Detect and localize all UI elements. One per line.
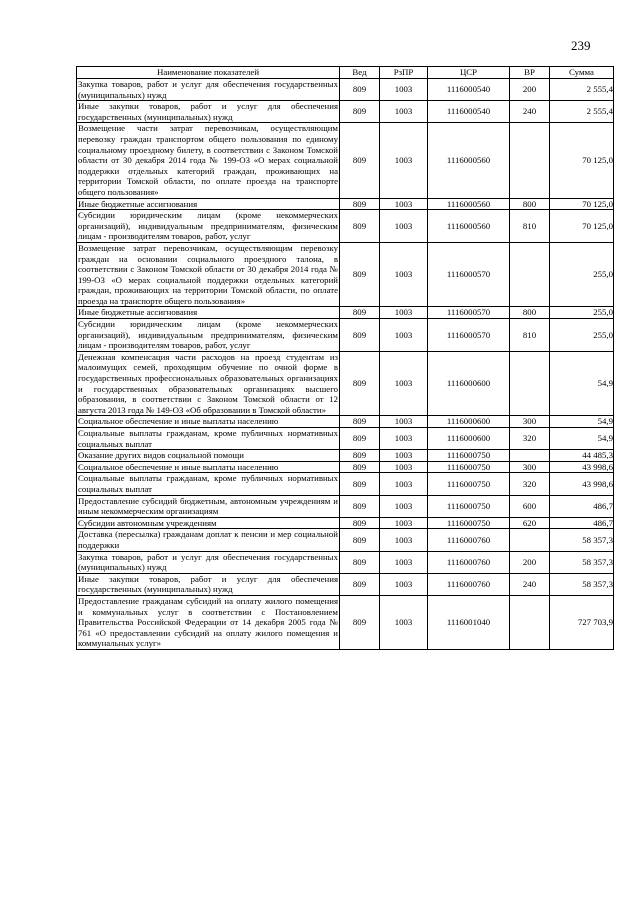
cell-vr	[510, 242, 550, 307]
budget-table	[76, 66, 614, 650]
cell-vr: 200	[510, 79, 550, 101]
cell-name: Иные бюджетные ассигнования	[77, 307, 340, 319]
cell-csr: 1116000750	[428, 495, 510, 517]
cell-sum: 58 357,3	[550, 529, 614, 551]
cell-ved: 809	[340, 198, 380, 210]
column-header-ved: Вед	[340, 67, 380, 79]
table-row	[77, 351, 614, 416]
cell-sum: 727 703,9	[550, 595, 614, 649]
cell-name: Субсидии юридическим лицам (кроме некоммерческих организаций), индивидуальным предпринимателям, физическим лицам - производителям товаров, работ, услуг	[78, 319, 338, 351]
cell-vr: 320	[510, 473, 550, 495]
cell-csr: 1116000760	[428, 551, 510, 573]
table-row	[77, 495, 614, 517]
cell-rzpr: 1003	[380, 319, 428, 352]
cell-vr: 300	[510, 416, 550, 428]
cell-csr: 1116000600	[428, 351, 510, 416]
cell-sum: 2 555,4	[550, 101, 614, 123]
cell-csr: 1116000570	[428, 307, 510, 319]
table-row	[77, 79, 614, 101]
cell-name: Денежная компенсация части расходов на проезд студентам из малоимущих семей, проходящим обучение по очной форме в государственных профессиональных образовательных организациях и государственных образовательных организациях высшего образования, в соответствии с Законом Томской области от 12 августа 2013 года № 149-ОЗ «Об образовании в Томской области»	[78, 351, 338, 415]
cell-rzpr: 1003	[380, 307, 428, 319]
cell-name: Возмещение затрат перевозчикам, осуществляющим перевозку граждан на основании социального проездного талона, в соответствии с Законом Томской области от 30 декабря 2014 года № 199-ОЗ «О мерах социальной поддержки отдельных категорий граждан, проживающих на территории Томской области, по оплате проезда на транспорте общего пользования»	[78, 242, 338, 306]
table-row	[77, 319, 614, 352]
cell-name: Субсидии юридическим лицам (кроме некоммерческих организаций), индивидуальным предпринимателям, физическим лицам - производителям товаров, работ, услуг	[78, 210, 338, 242]
cell-vr: 300	[510, 461, 550, 473]
table-row	[77, 529, 614, 551]
cell-rzpr: 1003	[380, 551, 428, 573]
cell-csr: 1116000750	[428, 517, 510, 529]
cell-rzpr: 1003	[380, 428, 428, 450]
cell-name: Предоставление гражданам субсидий на оплату жилого помещения и коммунальных услуг в соответствии с Постановлением Правительства Российской Федерации от 14 декабря 2005 года № 761 «О предоставлении субсидий на оплату жилого помещения и коммунальных услуг»	[78, 595, 338, 649]
table-row	[77, 307, 614, 319]
cell-ved: 809	[340, 79, 380, 101]
cell-sum: 70 125,0	[550, 210, 614, 243]
cell-name: Оказание других видов социальной помощи	[77, 450, 340, 462]
cell-sum: 70 125,0	[550, 198, 614, 210]
cell-sum: 486,7	[550, 495, 614, 517]
cell-vr: 620	[510, 517, 550, 529]
cell-csr: 1116001040	[428, 595, 510, 649]
cell-name: Доставка (пересылка) гражданам доплат к пенсии и мер социальной поддержки	[78, 529, 338, 550]
cell-sum: 58 357,3	[550, 551, 614, 573]
cell-rzpr: 1003	[380, 473, 428, 495]
cell-sum: 70 125,0	[550, 123, 614, 198]
cell-rzpr: 1003	[380, 242, 428, 307]
cell-ved: 809	[340, 573, 380, 595]
cell-name: Закупка товаров, работ и услуг для обеспечения государственных (муниципальных) нужд	[78, 79, 338, 100]
cell-ved: 809	[340, 529, 380, 551]
cell-ved: 809	[340, 428, 380, 450]
cell-name: Социальные выплаты гражданам, кроме публичных нормативных социальных выплат	[78, 473, 338, 494]
table-row	[77, 461, 614, 473]
cell-rzpr: 1003	[380, 416, 428, 428]
cell-rzpr: 1003	[380, 198, 428, 210]
cell-csr: 1116000560	[428, 198, 510, 210]
table-row	[77, 517, 614, 529]
cell-sum: 54,9	[550, 416, 614, 428]
cell-csr: 1116000560	[428, 123, 510, 198]
cell-ved: 809	[340, 595, 380, 649]
cell-vr: 600	[510, 495, 550, 517]
cell-name: Иные закупки товаров, работ и услуг для обеспечения государственных (муниципальных) нужд	[78, 101, 338, 122]
cell-vr	[510, 450, 550, 462]
cell-vr	[510, 351, 550, 416]
table-row	[77, 242, 614, 307]
cell-csr: 1116000540	[428, 101, 510, 123]
cell-vr: 240	[510, 101, 550, 123]
cell-rzpr: 1003	[380, 495, 428, 517]
column-header-rzpr: РзПР	[380, 67, 428, 79]
cell-ved: 809	[340, 461, 380, 473]
cell-rzpr: 1003	[380, 123, 428, 198]
cell-name: Социальное обеспечение и иные выплаты населению	[77, 461, 340, 473]
table-header-row	[77, 67, 614, 79]
cell-name: Иные бюджетные ассигнования	[77, 198, 340, 210]
table-row	[77, 473, 614, 495]
cell-sum: 54,9	[550, 351, 614, 416]
column-header-vr: ВР	[510, 67, 550, 79]
cell-ved: 809	[340, 319, 380, 352]
cell-ved: 809	[340, 416, 380, 428]
cell-ved: 809	[340, 473, 380, 495]
cell-sum: 255,0	[550, 319, 614, 352]
cell-sum: 43 998,6	[550, 473, 614, 495]
cell-rzpr: 1003	[380, 573, 428, 595]
cell-csr: 1116000760	[428, 573, 510, 595]
cell-csr: 1116000570	[428, 242, 510, 307]
column-header-sum: Сумма	[550, 67, 614, 79]
cell-ved: 809	[340, 351, 380, 416]
cell-ved: 809	[340, 517, 380, 529]
cell-name: Закупка товаров, работ и услуг для обеспечения государственных (муниципальных) нужд	[78, 551, 338, 573]
cell-rzpr: 1003	[380, 450, 428, 462]
cell-rzpr: 1003	[380, 79, 428, 101]
cell-name: Иные закупки товаров, работ и услуг для обеспечения государственных (муниципальных) нужд	[78, 573, 338, 595]
cell-csr: 1116000750	[428, 461, 510, 473]
cell-sum: 486,7	[550, 517, 614, 529]
cell-ved: 809	[340, 307, 380, 319]
cell-csr: 1116000600	[428, 416, 510, 428]
cell-sum: 43 998,6	[550, 461, 614, 473]
table-body	[77, 79, 614, 650]
cell-vr: 200	[510, 551, 550, 573]
cell-name: Социальные выплаты гражданам, кроме публичных нормативных социальных выплат	[78, 428, 338, 449]
cell-ved: 809	[340, 123, 380, 198]
cell-csr: 1116000600	[428, 428, 510, 450]
cell-csr: 1116000760	[428, 529, 510, 551]
cell-name: Предоставление субсидий бюджетным, автономным учреждениям и иным некоммерческим организациям	[78, 495, 338, 517]
cell-vr: 800	[510, 307, 550, 319]
table-row	[77, 198, 614, 210]
table-row	[77, 101, 614, 123]
cell-ved: 809	[340, 495, 380, 517]
cell-csr: 1116000750	[428, 473, 510, 495]
cell-vr: 810	[510, 210, 550, 243]
cell-rzpr: 1003	[380, 351, 428, 416]
cell-rzpr: 1003	[380, 595, 428, 649]
cell-sum: 58 357,3	[550, 573, 614, 595]
cell-vr: 800	[510, 198, 550, 210]
cell-sum: 2 555,4	[550, 79, 614, 101]
cell-sum: 44 485,3	[550, 450, 614, 462]
column-header-csr: ЦСР	[428, 67, 510, 79]
cell-ved: 809	[340, 101, 380, 123]
table-row	[77, 123, 614, 198]
cell-ved: 809	[340, 242, 380, 307]
cell-rzpr: 1003	[380, 461, 428, 473]
cell-vr: 810	[510, 319, 550, 352]
cell-sum: 54,9	[550, 428, 614, 450]
cell-name: Субсидии автономным учреждениям	[77, 517, 340, 529]
cell-csr: 1116000560	[428, 210, 510, 243]
cell-vr	[510, 529, 550, 551]
table-row	[77, 450, 614, 462]
cell-sum: 255,0	[550, 307, 614, 319]
table-row	[77, 551, 614, 573]
cell-vr: 240	[510, 573, 550, 595]
cell-vr: 320	[510, 428, 550, 450]
cell-name: Возмещение части затрат перевозчикам, осуществляющим перевозку граждан транспортом общего пользования по единому социальному проездному билету, в соответствии с Законом Томской области от 30 декабря 2014 года № 199-ОЗ «О мерах социальной поддержки отдельных категорий граждан, проживающих на территории Томской области, по оплате проезда на транспорте общего пользования»	[78, 123, 338, 197]
cell-vr	[510, 595, 550, 649]
table-row	[77, 428, 614, 450]
table-row	[77, 573, 614, 595]
cell-rzpr: 1003	[380, 529, 428, 551]
column-header-name: Наименование показателей	[77, 67, 340, 79]
table-row	[77, 210, 614, 243]
cell-ved: 809	[340, 450, 380, 462]
cell-ved: 809	[340, 551, 380, 573]
table-row	[77, 595, 614, 649]
cell-sum: 255,0	[550, 242, 614, 307]
cell-csr: 1116000540	[428, 79, 510, 101]
cell-csr: 1116000570	[428, 319, 510, 352]
cell-name: Социальное обеспечение и иные выплаты населению	[77, 416, 340, 428]
cell-rzpr: 1003	[380, 210, 428, 243]
cell-rzpr: 1003	[380, 101, 428, 123]
cell-csr: 1116000750	[428, 450, 510, 462]
table-row	[77, 416, 614, 428]
cell-ved: 809	[340, 210, 380, 243]
cell-rzpr: 1003	[380, 517, 428, 529]
page-number: 239	[571, 38, 591, 53]
cell-vr	[510, 123, 550, 198]
